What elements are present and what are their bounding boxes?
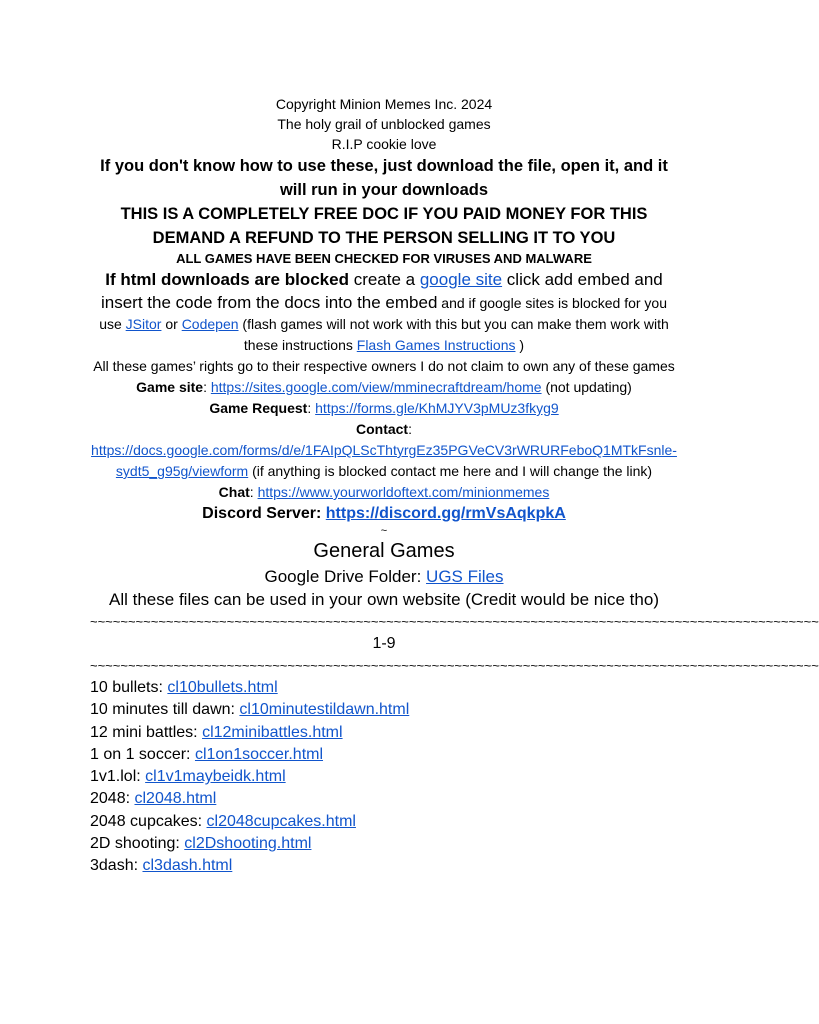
game-file-link[interactable]: cl1on1soccer.html <box>194 745 324 763</box>
game-site-note: (not updating) <box>541 379 632 395</box>
game-file-link[interactable]: cl10minutestildawn.html <box>239 701 410 719</box>
google-site-link[interactable]: google site <box>419 270 503 289</box>
game-file-link[interactable]: cl1v1maybeidk.html <box>145 768 286 786</box>
colon: : <box>408 421 412 437</box>
list-item <box>90 722 678 744</box>
game-file-link[interactable]: cl2Dshooting.html <box>184 835 312 853</box>
or-text: or <box>161 316 182 332</box>
contact-label: Contact <box>355 421 409 437</box>
blocked-part1: create a <box>348 270 420 289</box>
blocked-part3: and if google sites is blocked for you use <box>99 295 667 332</box>
document-body <box>90 94 819 878</box>
drive-folder-line <box>90 565 678 588</box>
chat-label: Chat <box>218 484 250 500</box>
game-file-link[interactable]: cl10bullets.html <box>167 679 278 696</box>
game-name: 12 mini battles: <box>90 723 203 741</box>
list-item <box>90 788 678 810</box>
list-item <box>90 833 678 855</box>
reuse-note: All these files can be used in your own website (Credit would be nice tho) <box>109 590 659 609</box>
contact-form-link[interactable]: https://docs.google.com/forms/d/e/1FAIpQLScThtyrgEz35PGVeCV3rWRURFeboQ1MTkFsnle-sydt5_g95g/viewform <box>91 442 677 479</box>
list-item <box>90 811 678 833</box>
rights-disclaimer: All these games’ rights go to their respective owners I do not claim to own any of these games <box>93 358 675 374</box>
blocked-lead: If html downloads are blocked <box>105 270 349 289</box>
discord-label: Discord Server: <box>202 505 326 522</box>
flash-instructions-link[interactable]: Flash Games Instructions <box>356 337 516 353</box>
game-site-label: Game site <box>136 379 204 395</box>
chat-line <box>90 482 678 503</box>
blocked-part2: click add embed and insert the code from the docs into the embed <box>101 270 663 312</box>
blocked-instructions <box>90 268 678 356</box>
game-name: 2048 cupcakes: <box>90 812 207 830</box>
colon: : <box>249 484 258 500</box>
blocked-part4: (flash games will not work with this but you can make them work with these instructions <box>238 316 669 353</box>
game-list <box>90 677 678 878</box>
general-games-heading: General Games <box>313 540 455 562</box>
list-item <box>90 744 678 766</box>
list-item <box>90 855 678 877</box>
discord-line <box>90 503 678 525</box>
tagline: The holy grail of unblocked games <box>277 116 491 132</box>
colon: : <box>307 400 316 416</box>
close-paren: ) <box>515 337 525 353</box>
section-range: 1-9 <box>372 635 396 652</box>
game-name: 3dash: <box>90 857 143 875</box>
list-item <box>90 677 678 699</box>
divider: ~~~~~~~~~~~~~~~~~~~~~~~~~~~~~~~~~~~~~~~~~~~~~~~~~~~~~~~~~~~~~~~~~~~~~~~~~~~~~~~~~~~~~~~~~~~~~~~~ <box>90 658 819 673</box>
game-file-link[interactable]: cl2048cupcakes.html <box>206 812 356 830</box>
contact-note: (if anything is blocked contact me here and I will change the link) <box>248 463 653 479</box>
contact-line <box>90 440 678 482</box>
game-request-line <box>90 398 678 419</box>
codepen-link[interactable]: Codepen <box>181 316 239 332</box>
jsitor-link[interactable]: JSitor <box>125 316 162 332</box>
game-name: 1v1.lol: <box>90 768 146 786</box>
rip-line: R.I.P cookie love <box>331 136 437 152</box>
game-file-link[interactable]: cl12minibattles.html <box>202 723 343 741</box>
virus-notice: ALL GAMES HAVE BEEN CHECKED FOR VIRUSES AND MALWARE <box>176 251 592 266</box>
colon: : <box>203 379 211 395</box>
list-item <box>90 766 678 788</box>
game-request-link[interactable]: https://forms.gle/KhMJYV3pMUz3fkyg9 <box>315 400 559 416</box>
game-name: 2048: <box>90 790 135 808</box>
contact-label-line <box>90 419 678 440</box>
game-name: 1 on 1 soccer: <box>90 745 195 763</box>
game-site-line <box>90 377 678 398</box>
game-name: 2D shooting: <box>90 835 185 853</box>
divider: ~~~~~~~~~~~~~~~~~~~~~~~~~~~~~~~~~~~~~~~~~~~~~~~~~~~~~~~~~~~~~~~~~~~~~~~~~~~~~~~~~~~~~~~~~~~~~~~~ <box>90 614 819 629</box>
game-name: 10 bullets: <box>90 679 168 696</box>
free-notice: THIS IS A COMPLETELY FREE DOC IF YOU PAID MONEY FOR THIS DEMAND A REFUND TO THE PERSON SELLING IT TO YOU <box>120 205 648 247</box>
game-name: 10 minutes till dawn: <box>90 701 240 719</box>
chat-link[interactable]: https://www.yourworldoftext.com/minionmemes <box>257 484 550 500</box>
discord-link[interactable]: https://discord.gg/rmVsAqkpkA <box>325 505 566 522</box>
game-site-link[interactable]: https://sites.google.com/view/mminecraftdream/home <box>210 379 542 395</box>
instructions-line: If you don't know how to use these, just download the file, open it, and it will run in your downloads <box>100 157 668 199</box>
small-tilde: ~ <box>380 525 388 537</box>
game-file-link[interactable]: cl3dash.html <box>142 857 233 875</box>
ugs-files-link[interactable]: UGS Files <box>426 567 504 586</box>
copyright-line: Copyright Minion Memes Inc. 2024 <box>275 96 493 112</box>
list-item <box>90 699 678 721</box>
game-request-label: Game Request <box>209 400 308 416</box>
game-file-link[interactable]: cl2048.html <box>134 790 217 808</box>
drive-folder-label: Google Drive Folder: <box>264 567 427 586</box>
